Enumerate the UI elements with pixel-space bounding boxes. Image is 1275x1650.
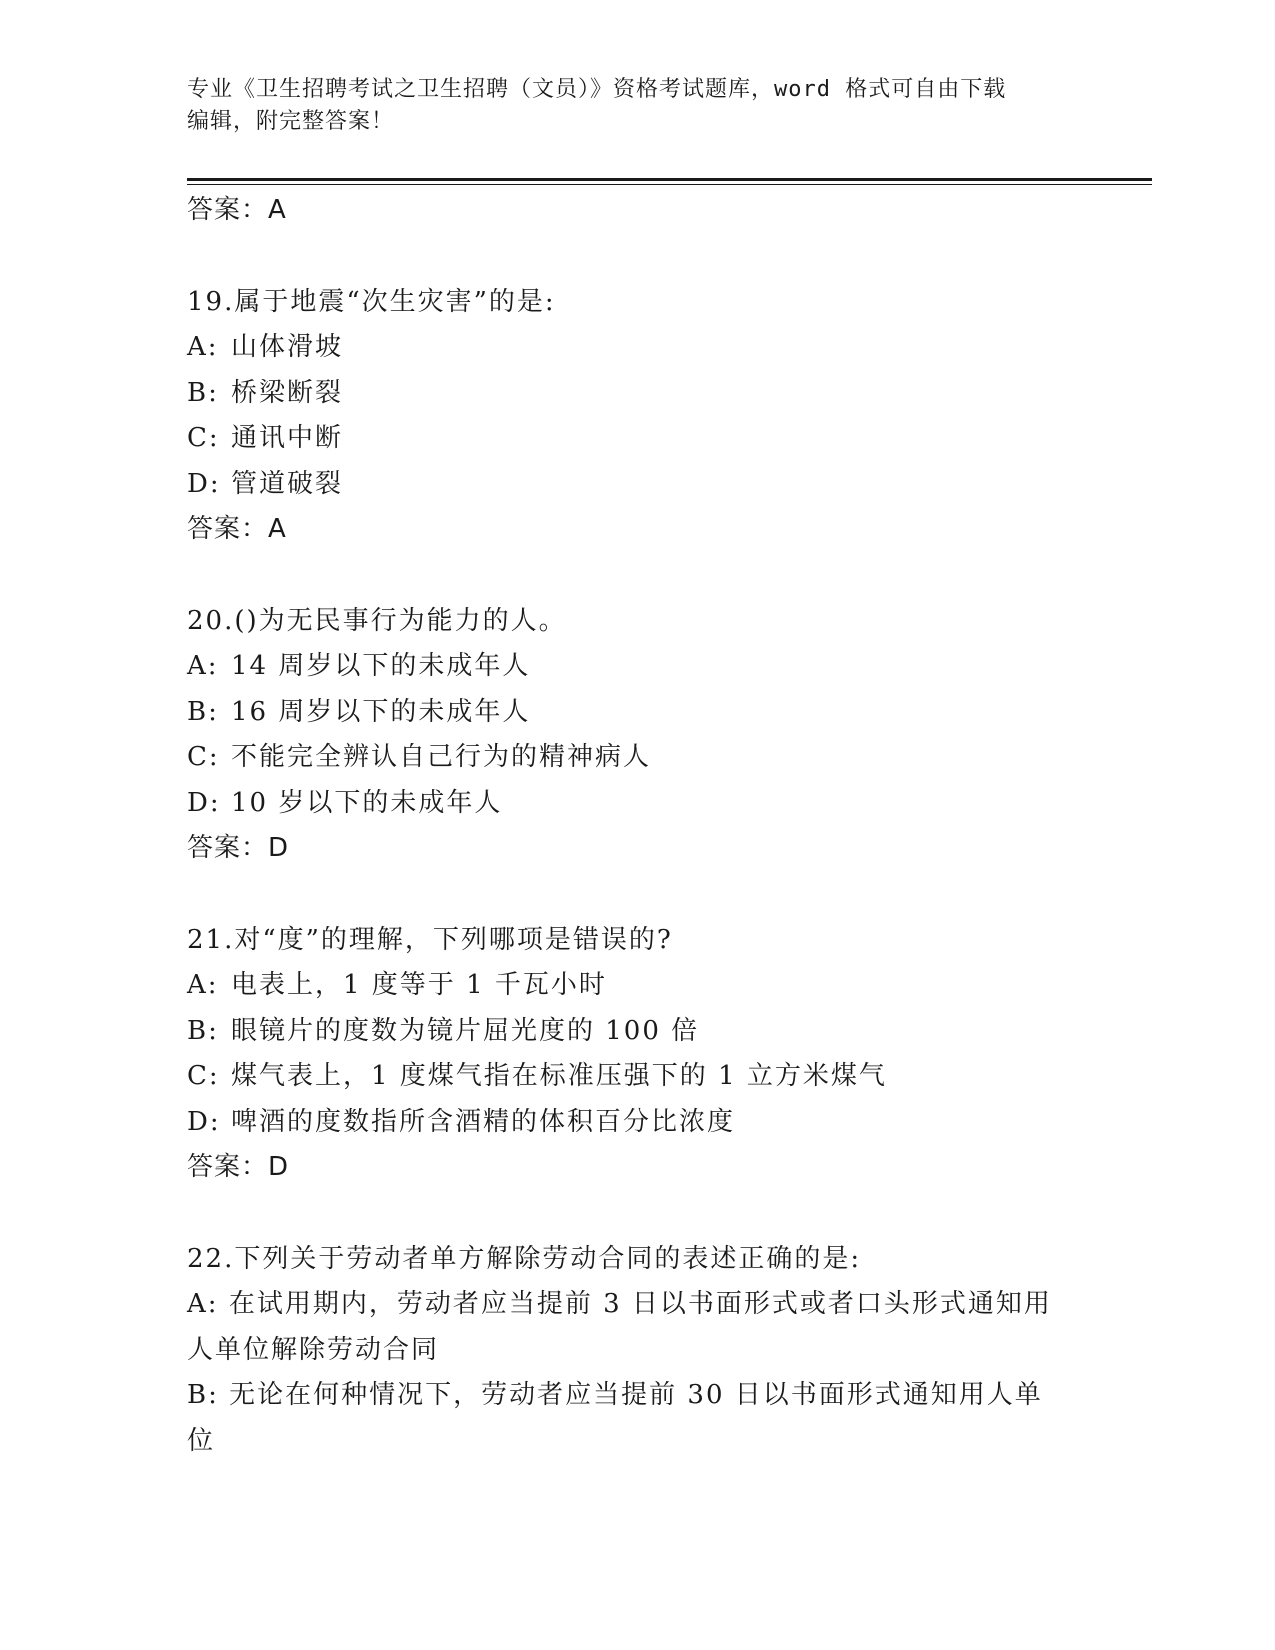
option-label: D: [187, 468, 221, 499]
option-text: 通讯中断 [231, 423, 344, 453]
option-text: 在试用期内，劳动者应当提前 3 日以书面形式或者口头形式通知用人单位解除劳动合同 [187, 1289, 1052, 1365]
option-c [187, 1054, 1087, 1100]
question-list [187, 188, 1087, 1464]
answer-line: 答案：A [187, 514, 287, 544]
option-text: 啤酒的度数指所含酒精的体积百分比浓度 [231, 1106, 736, 1137]
question-text: 19.属于地震“次生灾害”的是: [187, 286, 556, 317]
option-label: B: [187, 696, 219, 727]
option-text: 山体滑坡 [231, 332, 344, 362]
option-a [187, 325, 1087, 371]
option-c [187, 416, 1087, 462]
question-20 [187, 599, 1087, 872]
option-text: 无论在何种情况下，劳动者应当提前 30 日以书面形式通知用人单位 [187, 1380, 1043, 1456]
option-text: 管道破裂 [231, 468, 344, 499]
option-a [187, 1282, 1067, 1373]
option-text: 10 岁以下的未成年人 [231, 787, 503, 818]
option-text: 14 周岁以下的未成年人 [231, 651, 531, 681]
question-21 [187, 918, 1087, 1191]
document-header [187, 74, 1067, 138]
header-rule-thick [187, 178, 1152, 181]
option-text: 煤气表上，1 度煤气指在标准压强下的 1 立方米煤气 [231, 1061, 887, 1091]
option-text: 眼镜片的度数为镜片屈光度的 100 倍 [231, 1015, 700, 1046]
option-c [187, 735, 1087, 781]
option-text: 桥梁断裂 [231, 377, 344, 408]
option-label: C: [187, 423, 220, 453]
header-line-2: 编辑，附完整答案！ [187, 109, 395, 134]
option-label: B: [187, 1015, 219, 1046]
option-label: A: [187, 1289, 219, 1319]
header-line-1: 专业《卫生招聘考试之卫生招聘（文员）》资格考试题库，word 格式可自由下载 [187, 77, 1007, 102]
option-label: A: [187, 332, 219, 362]
question-22 [187, 1237, 1087, 1465]
option-b [187, 1373, 1067, 1464]
option-label: D: [187, 787, 221, 818]
option-b [187, 371, 1087, 417]
question-text: 22.下列关于劳动者单方解除劳动合同的表述正确的是: [187, 1243, 862, 1274]
option-label: C: [187, 1061, 220, 1091]
question-19 [187, 280, 1087, 553]
option-text: 不能完全辨认自己行为的精神病人 [231, 742, 652, 772]
option-label: A: [187, 970, 219, 1000]
option-a [187, 644, 1087, 690]
option-label: A: [187, 651, 219, 681]
option-text: 16 周岁以下的未成年人 [231, 696, 531, 727]
option-label: B: [187, 1380, 219, 1410]
option-label: B: [187, 377, 219, 408]
answer-line: 答案：D [187, 1152, 290, 1182]
option-b [187, 690, 1087, 736]
option-text: 电表上，1 度等于 1 千瓦小时 [231, 970, 607, 1000]
header-rule-thin [187, 184, 1152, 185]
option-label: C: [187, 742, 220, 772]
previous-answer: 答案：A [187, 195, 287, 225]
option-d [187, 462, 1087, 508]
option-b [187, 1009, 1087, 1055]
question-text: 21.对“度”的理解，下列哪项是错误的? [187, 924, 673, 955]
option-d [187, 781, 1087, 827]
question-text: 20.()为无民事行为能力的人。 [187, 605, 567, 636]
option-a [187, 963, 1087, 1009]
option-label: D: [187, 1106, 221, 1137]
option-d [187, 1100, 1087, 1146]
answer-line: 答案：D [187, 833, 290, 863]
